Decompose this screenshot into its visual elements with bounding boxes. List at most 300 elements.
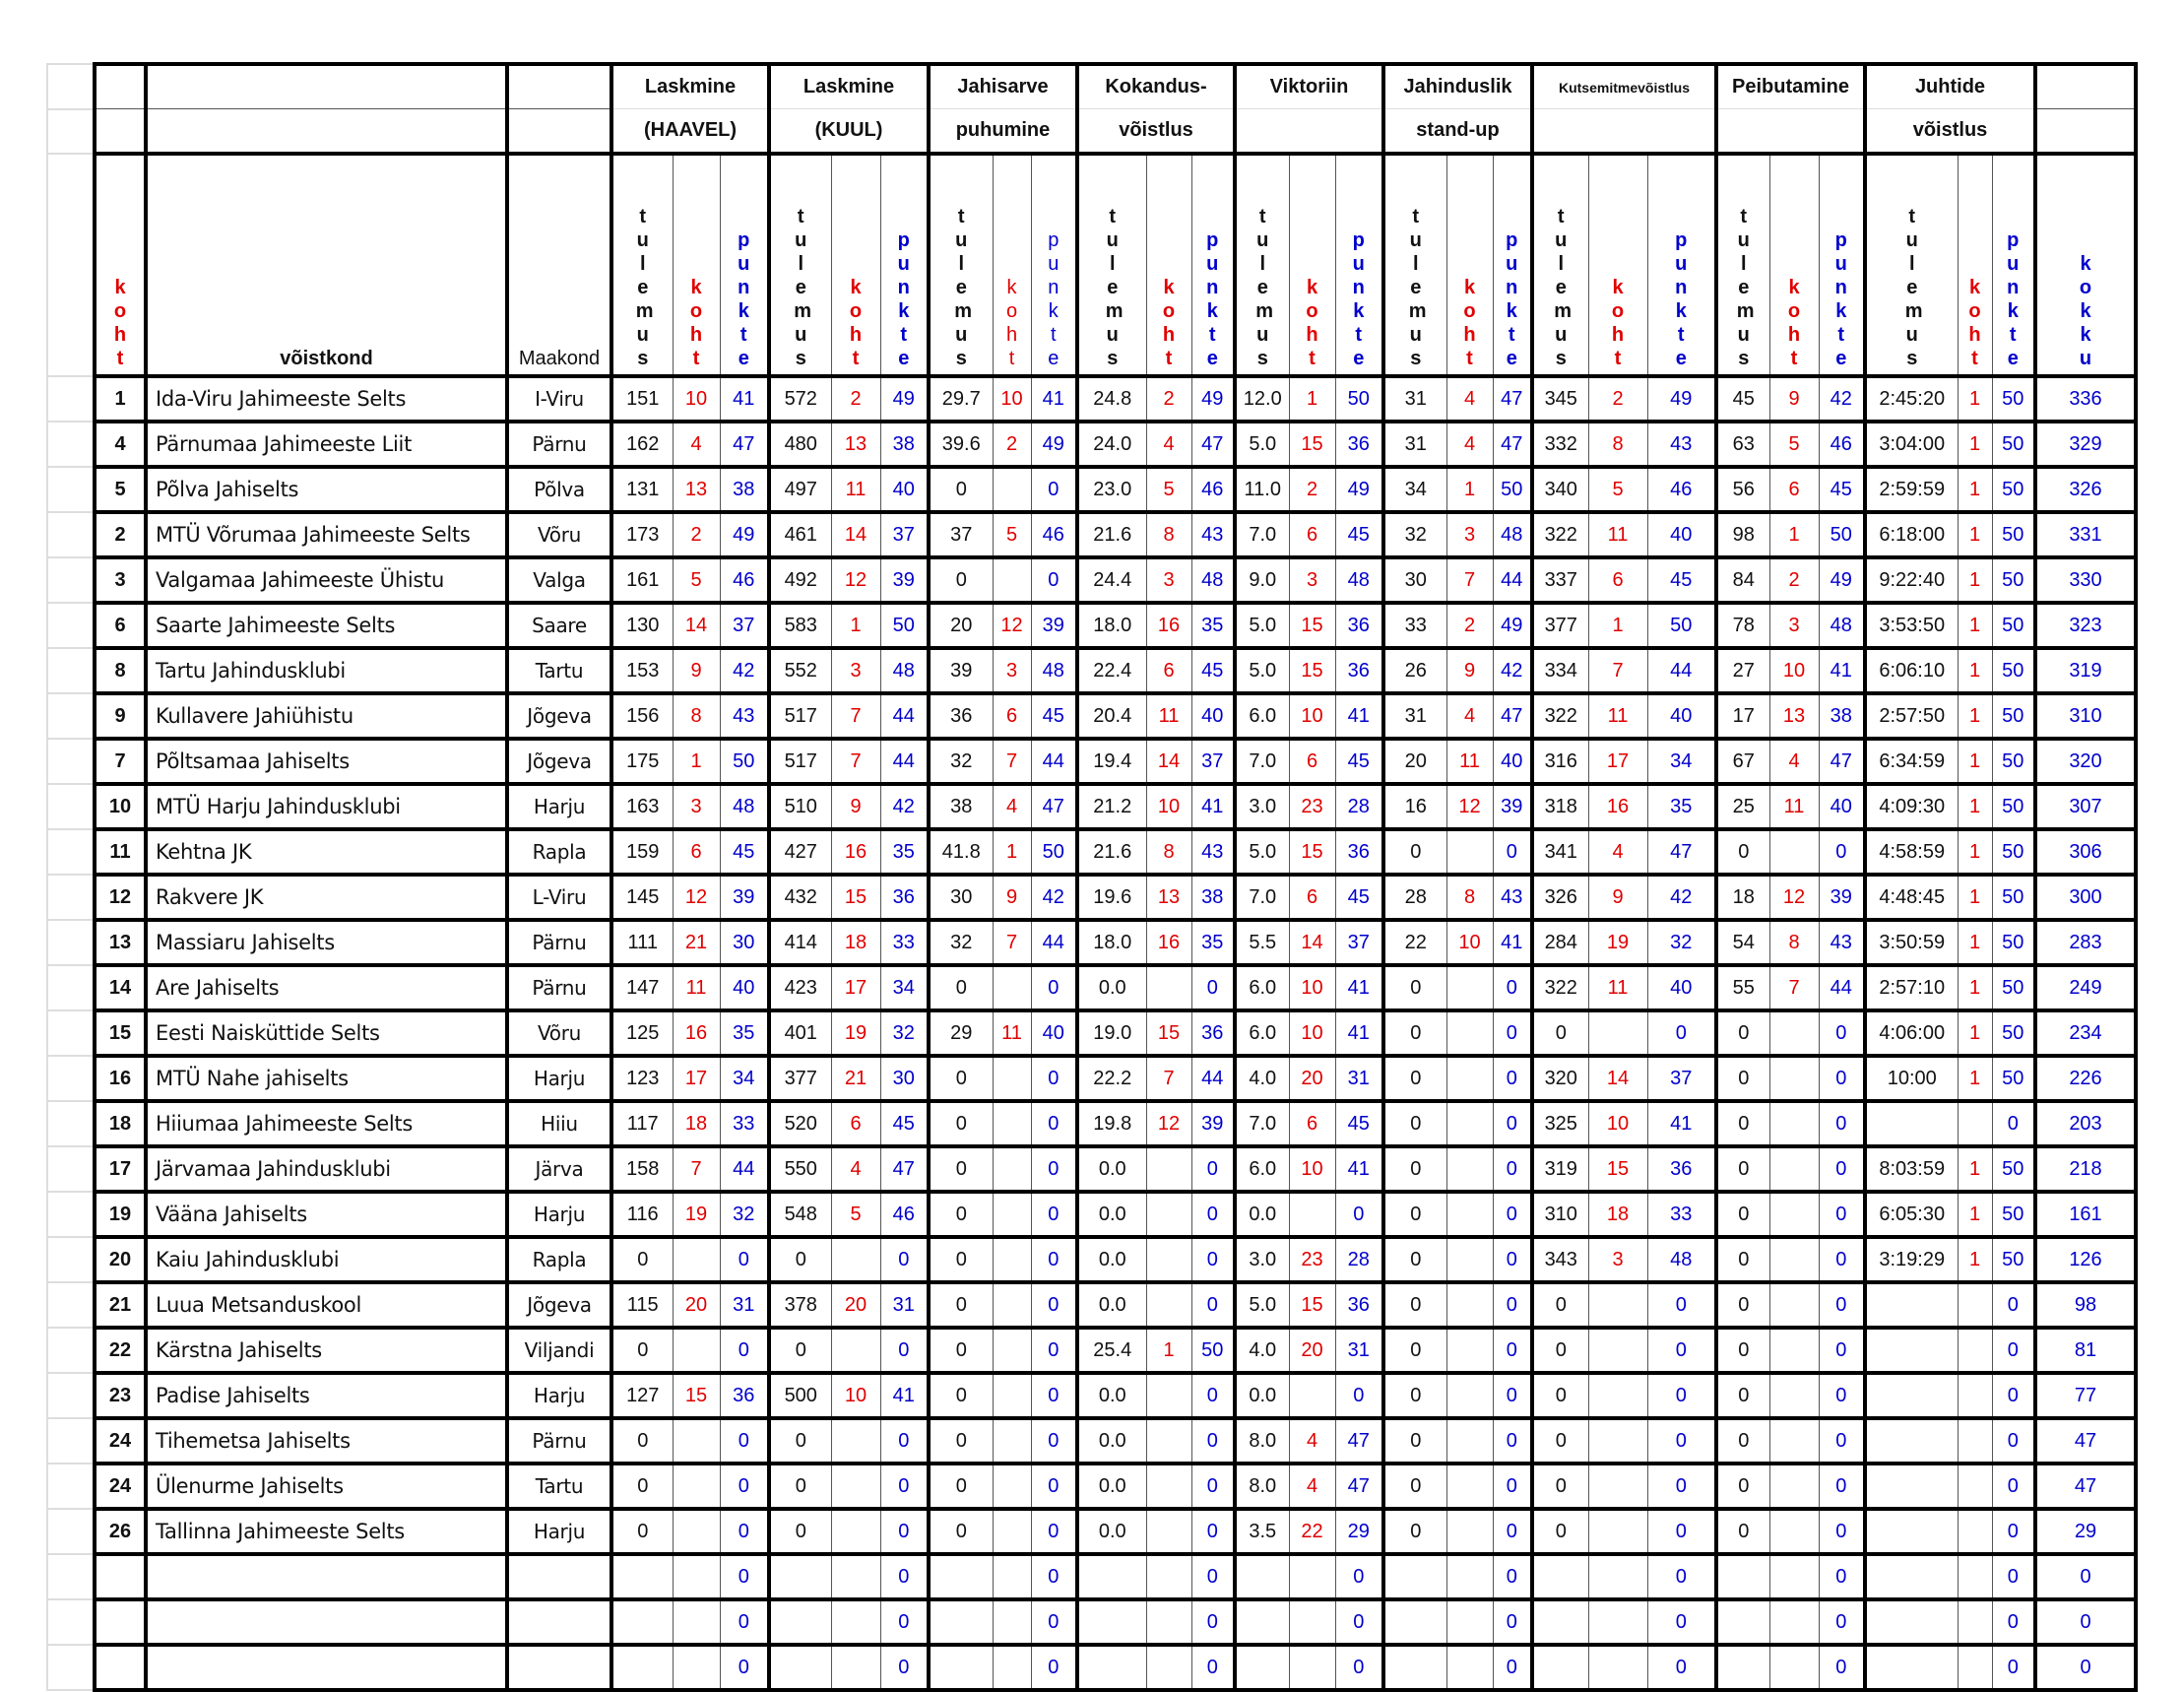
result-cell[interactable]: 29 [929, 1010, 993, 1056]
points-cell[interactable]: 0 [1992, 1373, 2035, 1418]
points-cell[interactable]: 0 [1031, 1373, 1077, 1418]
points-cell[interactable]: 0 [1493, 1599, 1532, 1645]
result-cell[interactable]: 2:57:10 [1865, 965, 1958, 1010]
result-cell[interactable]: 19.4 [1077, 739, 1146, 784]
result-cell[interactable]: 0 [1383, 1282, 1446, 1328]
total-points-cell[interactable]: 29 [2035, 1509, 2136, 1554]
points-cell[interactable]: 43 [1191, 829, 1235, 875]
place-cell[interactable] [95, 1599, 146, 1645]
event-place-cell[interactable] [1769, 1599, 1819, 1645]
points-cell[interactable]: 50 [1493, 467, 1532, 512]
points-cell[interactable]: 0 [1647, 1418, 1716, 1464]
result-cell[interactable] [1865, 1645, 1958, 1690]
points-cell[interactable]: 0 [1031, 467, 1077, 512]
points-cell[interactable]: 0 [1819, 1554, 1865, 1599]
result-cell[interactable]: 0 [929, 467, 993, 512]
points-cell[interactable]: 46 [1031, 512, 1077, 557]
points-cell[interactable]: 50 [1992, 920, 2035, 965]
points-cell[interactable]: 0 [1031, 1056, 1077, 1101]
event-place-cell[interactable]: 15 [1588, 1146, 1647, 1192]
place-cell[interactable]: 8 [95, 648, 146, 693]
team-name-cell[interactable]: Saarte Jahimeeste Selts [146, 603, 507, 648]
event-place-cell[interactable] [1289, 1645, 1335, 1690]
event-place-cell[interactable]: 13 [673, 467, 720, 512]
place-cell[interactable]: 9 [95, 693, 146, 739]
event-place-cell[interactable]: 12 [1769, 875, 1819, 920]
event-place-cell[interactable]: 1 [1958, 965, 1992, 1010]
points-cell[interactable]: 0 [1819, 1237, 1865, 1282]
county-cell[interactable]: Tartu [507, 648, 611, 693]
result-cell[interactable]: 340 [1532, 467, 1588, 512]
points-cell[interactable]: 50 [1992, 1056, 2035, 1101]
event-place-cell[interactable] [1146, 1464, 1191, 1509]
event-place-cell[interactable]: 1 [1289, 376, 1335, 422]
place-cell[interactable] [95, 1554, 146, 1599]
event-place-cell[interactable]: 23 [1289, 1237, 1335, 1282]
points-cell[interactable]: 48 [1191, 557, 1235, 603]
result-cell[interactable] [1865, 1509, 1958, 1554]
event-place-cell[interactable] [673, 1418, 720, 1464]
result-cell[interactable]: 0 [1383, 965, 1446, 1010]
points-cell[interactable]: 0 [1493, 1146, 1532, 1192]
event-place-cell[interactable]: 3 [673, 784, 720, 829]
points-cell[interactable]: 0 [720, 1509, 769, 1554]
points-cell[interactable]: 49 [1647, 376, 1716, 422]
result-cell[interactable]: 111 [611, 920, 673, 965]
place-cell[interactable]: 11 [95, 829, 146, 875]
points-cell[interactable]: 0 [1819, 1328, 1865, 1373]
points-cell[interactable]: 45 [1335, 512, 1383, 557]
result-cell[interactable]: 173 [611, 512, 673, 557]
result-cell[interactable] [1865, 1101, 1958, 1146]
result-cell[interactable]: 30 [929, 875, 993, 920]
points-cell[interactable]: 50 [1992, 557, 2035, 603]
result-cell[interactable]: 310 [1532, 1192, 1588, 1237]
points-cell[interactable]: 0 [1031, 1509, 1077, 1554]
event-place-cell[interactable] [1446, 1146, 1493, 1192]
result-cell[interactable]: 427 [769, 829, 831, 875]
event-place-cell[interactable] [831, 1554, 880, 1599]
result-cell[interactable]: 22.2 [1077, 1056, 1146, 1101]
event-place-cell[interactable]: 1 [1146, 1328, 1191, 1373]
result-cell[interactable]: 7.0 [1235, 875, 1289, 920]
event-place-cell[interactable]: 5 [673, 557, 720, 603]
points-cell[interactable]: 48 [880, 648, 929, 693]
points-cell[interactable]: 35 [880, 829, 929, 875]
total-points-cell[interactable]: 336 [2035, 376, 2136, 422]
event-place-cell[interactable]: 5 [1146, 467, 1191, 512]
event-place-cell[interactable]: 7 [831, 739, 880, 784]
result-cell[interactable] [611, 1645, 673, 1690]
result-cell[interactable]: 6:05:30 [1865, 1192, 1958, 1237]
points-cell[interactable]: 48 [1335, 557, 1383, 603]
points-cell[interactable]: 0 [1493, 1282, 1532, 1328]
event-place-cell[interactable]: 20 [673, 1282, 720, 1328]
event-place-cell[interactable]: 12 [1146, 1101, 1191, 1146]
event-place-cell[interactable]: 16 [673, 1010, 720, 1056]
result-cell[interactable]: 500 [769, 1373, 831, 1418]
event-place-cell[interactable] [1769, 1192, 1819, 1237]
place-cell[interactable]: 24 [95, 1418, 146, 1464]
points-cell[interactable]: 50 [1992, 1010, 2035, 1056]
result-cell[interactable]: 7.0 [1235, 1101, 1289, 1146]
event-place-cell[interactable]: 11 [1588, 512, 1647, 557]
result-cell[interactable]: 145 [611, 875, 673, 920]
result-cell[interactable]: 0.0 [1077, 1192, 1146, 1237]
place-cell[interactable]: 26 [95, 1509, 146, 1554]
result-cell[interactable]: 151 [611, 376, 673, 422]
result-cell[interactable]: 4:58:59 [1865, 829, 1958, 875]
result-cell[interactable]: 41.8 [929, 829, 993, 875]
event-place-cell[interactable]: 15 [1289, 648, 1335, 693]
event-place-cell[interactable]: 1 [1958, 875, 1992, 920]
points-cell[interactable]: 39 [720, 875, 769, 920]
result-cell[interactable]: 0 [611, 1418, 673, 1464]
result-cell[interactable]: 159 [611, 829, 673, 875]
result-cell[interactable]: 67 [1716, 739, 1769, 784]
county-cell[interactable]: Saare [507, 603, 611, 648]
result-cell[interactable]: 0.0 [1235, 1192, 1289, 1237]
event-place-cell[interactable]: 7 [673, 1146, 720, 1192]
result-cell[interactable]: 0 [611, 1509, 673, 1554]
team-name-cell[interactable]: Pärnumaa Jahimeeste Liit [146, 422, 507, 467]
county-cell[interactable]: Jõgeva [507, 1282, 611, 1328]
points-cell[interactable]: 0 [1819, 1146, 1865, 1192]
event-place-cell[interactable]: 12 [831, 557, 880, 603]
points-cell[interactable]: 46 [720, 557, 769, 603]
result-cell[interactable] [611, 1599, 673, 1645]
event-place-cell[interactable]: 10 [1769, 648, 1819, 693]
result-cell[interactable]: 116 [611, 1192, 673, 1237]
points-cell[interactable]: 48 [1493, 512, 1532, 557]
event-place-cell[interactable]: 8 [1146, 829, 1191, 875]
points-cell[interactable]: 0 [1335, 1192, 1383, 1237]
place-cell[interactable]: 3 [95, 557, 146, 603]
result-cell[interactable] [769, 1645, 831, 1690]
event-place-cell[interactable]: 19 [831, 1010, 880, 1056]
points-cell[interactable]: 41 [1335, 1146, 1383, 1192]
points-cell[interactable]: 0 [880, 1464, 929, 1509]
result-cell[interactable]: 322 [1532, 965, 1588, 1010]
points-cell[interactable]: 0 [1819, 1101, 1865, 1146]
event-place-cell[interactable]: 3 [1588, 1237, 1647, 1282]
result-cell[interactable]: 520 [769, 1101, 831, 1146]
result-cell[interactable]: 175 [611, 739, 673, 784]
event-place-cell[interactable] [831, 1464, 880, 1509]
event-place-cell[interactable] [1769, 1146, 1819, 1192]
result-cell[interactable]: 334 [1532, 648, 1588, 693]
points-cell[interactable]: 47 [1493, 693, 1532, 739]
event-place-cell[interactable] [1588, 1418, 1647, 1464]
result-cell[interactable]: 25 [1716, 784, 1769, 829]
points-cell[interactable]: 49 [1031, 422, 1077, 467]
result-cell[interactable]: 0 [1716, 829, 1769, 875]
event-place-cell[interactable] [1446, 1101, 1493, 1146]
event-place-cell[interactable]: 11 [1146, 693, 1191, 739]
result-cell[interactable]: 0 [929, 1146, 993, 1192]
result-cell[interactable]: 18.0 [1077, 603, 1146, 648]
event-place-cell[interactable] [1588, 1328, 1647, 1373]
result-cell[interactable]: 2:45:20 [1865, 376, 1958, 422]
event-place-cell[interactable] [1769, 1464, 1819, 1509]
event-place-cell[interactable] [1446, 1509, 1493, 1554]
event-place-cell[interactable] [831, 1328, 880, 1373]
points-cell[interactable]: 50 [1335, 376, 1383, 422]
result-cell[interactable]: 63 [1716, 422, 1769, 467]
event-place-cell[interactable] [1446, 1282, 1493, 1328]
points-cell[interactable]: 45 [1819, 467, 1865, 512]
event-place-cell[interactable]: 7 [1446, 557, 1493, 603]
result-cell[interactable] [1865, 1328, 1958, 1373]
place-cell[interactable]: 10 [95, 784, 146, 829]
event-place-cell[interactable]: 12 [673, 875, 720, 920]
result-cell[interactable]: 0.0 [1077, 1237, 1146, 1282]
points-cell[interactable]: 0 [1191, 1373, 1235, 1418]
result-cell[interactable]: 8.0 [1235, 1464, 1289, 1509]
result-cell[interactable]: 0 [929, 1282, 993, 1328]
result-cell[interactable]: 6.0 [1235, 1146, 1289, 1192]
total-points-cell[interactable]: 300 [2035, 875, 2136, 920]
event-place-cell[interactable] [1588, 1282, 1647, 1328]
result-cell[interactable]: 20 [1383, 739, 1446, 784]
result-cell[interactable]: 123 [611, 1056, 673, 1101]
points-cell[interactable]: 40 [1819, 784, 1865, 829]
event-place-cell[interactable] [993, 1056, 1031, 1101]
total-points-cell[interactable]: 320 [2035, 739, 2136, 784]
event-place-cell[interactable] [1588, 1645, 1647, 1690]
points-cell[interactable]: 0 [1335, 1373, 1383, 1418]
result-cell[interactable]: 497 [769, 467, 831, 512]
result-cell[interactable]: 377 [769, 1056, 831, 1101]
county-cell[interactable]: Pärnu [507, 422, 611, 467]
event-place-cell[interactable]: 4 [1289, 1464, 1335, 1509]
event-place-cell[interactable] [1446, 1056, 1493, 1101]
event-place-cell[interactable] [1446, 829, 1493, 875]
points-cell[interactable]: 40 [880, 467, 929, 512]
result-cell[interactable]: 2:59:59 [1865, 467, 1958, 512]
event-place-cell[interactable] [1769, 1509, 1819, 1554]
event-place-cell[interactable] [993, 1328, 1031, 1373]
points-cell[interactable]: 0 [1992, 1509, 2035, 1554]
result-cell[interactable]: 0.0 [1077, 1373, 1146, 1418]
event-place-cell[interactable] [1769, 1056, 1819, 1101]
event-place-cell[interactable] [993, 1599, 1031, 1645]
result-cell[interactable] [1383, 1599, 1446, 1645]
event-place-cell[interactable]: 1 [1588, 603, 1647, 648]
points-cell[interactable]: 39 [1819, 875, 1865, 920]
event-place-cell[interactable] [673, 1509, 720, 1554]
result-cell[interactable]: 127 [611, 1373, 673, 1418]
event-place-cell[interactable]: 23 [1289, 784, 1335, 829]
result-cell[interactable]: 163 [611, 784, 673, 829]
event-place-cell[interactable] [1146, 1373, 1191, 1418]
total-points-cell[interactable]: 306 [2035, 829, 2136, 875]
event-place-cell[interactable] [993, 1146, 1031, 1192]
place-cell[interactable]: 20 [95, 1237, 146, 1282]
points-cell[interactable]: 35 [1647, 784, 1716, 829]
event-place-cell[interactable]: 5 [1769, 422, 1819, 467]
team-name-cell[interactable]: Kehtna JK [146, 829, 507, 875]
event-place-cell[interactable]: 9 [673, 648, 720, 693]
total-points-cell[interactable]: 310 [2035, 693, 2136, 739]
points-cell[interactable]: 0 [1647, 1599, 1716, 1645]
points-cell[interactable]: 41 [1191, 784, 1235, 829]
event-place-cell[interactable]: 7 [1588, 648, 1647, 693]
result-cell[interactable] [1532, 1599, 1588, 1645]
event-place-cell[interactable] [1446, 1373, 1493, 1418]
points-cell[interactable]: 50 [1992, 512, 2035, 557]
points-cell[interactable]: 43 [1819, 920, 1865, 965]
total-points-cell[interactable]: 283 [2035, 920, 2136, 965]
event-place-cell[interactable] [1146, 1237, 1191, 1282]
event-place-cell[interactable]: 19 [1588, 920, 1647, 965]
points-cell[interactable]: 0 [1493, 1509, 1532, 1554]
team-name-cell[interactable] [146, 1599, 507, 1645]
result-cell[interactable]: 284 [1532, 920, 1588, 965]
result-cell[interactable]: 548 [769, 1192, 831, 1237]
event-place-cell[interactable]: 8 [1146, 512, 1191, 557]
points-cell[interactable]: 43 [720, 693, 769, 739]
result-cell[interactable]: 414 [769, 920, 831, 965]
points-cell[interactable]: 36 [720, 1373, 769, 1418]
points-cell[interactable]: 44 [880, 739, 929, 784]
result-cell[interactable]: 6.0 [1235, 965, 1289, 1010]
points-cell[interactable]: 36 [1647, 1146, 1716, 1192]
result-cell[interactable]: 0 [1716, 1282, 1769, 1328]
total-points-cell[interactable]: 319 [2035, 648, 2136, 693]
event-place-cell[interactable] [1958, 1282, 1992, 1328]
event-place-cell[interactable]: 10 [993, 376, 1031, 422]
points-cell[interactable]: 30 [880, 1056, 929, 1101]
county-cell[interactable] [507, 1554, 611, 1599]
event-place-cell[interactable] [1769, 1282, 1819, 1328]
event-place-cell[interactable] [1588, 1464, 1647, 1509]
result-cell[interactable]: 162 [611, 422, 673, 467]
result-cell[interactable]: 23.0 [1077, 467, 1146, 512]
points-cell[interactable]: 0 [1493, 1554, 1532, 1599]
points-cell[interactable]: 47 [1335, 1418, 1383, 1464]
event-place-cell[interactable] [1958, 1645, 1992, 1690]
result-cell[interactable]: 0 [1532, 1328, 1588, 1373]
points-cell[interactable]: 0 [1031, 1282, 1077, 1328]
event-place-cell[interactable]: 10 [1289, 693, 1335, 739]
result-cell[interactable]: 3:50:59 [1865, 920, 1958, 965]
points-cell[interactable]: 39 [1191, 1101, 1235, 1146]
total-points-cell[interactable]: 307 [2035, 784, 2136, 829]
total-points-cell[interactable]: 234 [2035, 1010, 2136, 1056]
result-cell[interactable]: 423 [769, 965, 831, 1010]
points-cell[interactable]: 37 [1647, 1056, 1716, 1101]
result-cell[interactable]: 0.0 [1077, 1146, 1146, 1192]
result-cell[interactable]: 326 [1532, 875, 1588, 920]
place-cell[interactable]: 12 [95, 875, 146, 920]
points-cell[interactable]: 43 [1191, 512, 1235, 557]
points-cell[interactable]: 31 [1335, 1328, 1383, 1373]
event-place-cell[interactable]: 6 [1289, 512, 1335, 557]
points-cell[interactable]: 0 [1992, 1282, 2035, 1328]
points-cell[interactable]: 0 [1335, 1554, 1383, 1599]
points-cell[interactable]: 44 [1819, 965, 1865, 1010]
total-points-cell[interactable]: 126 [2035, 1237, 2136, 1282]
place-cell[interactable]: 13 [95, 920, 146, 965]
county-cell[interactable]: Viljandi [507, 1328, 611, 1373]
points-cell[interactable]: 46 [1191, 467, 1235, 512]
result-cell[interactable]: 8.0 [1235, 1418, 1289, 1464]
event-place-cell[interactable]: 20 [1289, 1328, 1335, 1373]
result-cell[interactable]: 401 [769, 1010, 831, 1056]
result-cell[interactable]: 0 [1716, 1010, 1769, 1056]
event-place-cell[interactable]: 7 [1146, 1056, 1191, 1101]
points-cell[interactable]: 50 [1992, 648, 2035, 693]
points-cell[interactable]: 41 [1335, 1010, 1383, 1056]
points-cell[interactable]: 45 [1335, 739, 1383, 784]
result-cell[interactable] [929, 1554, 993, 1599]
points-cell[interactable]: 0 [1819, 1645, 1865, 1690]
event-place-cell[interactable]: 6 [1146, 648, 1191, 693]
points-cell[interactable]: 44 [1647, 648, 1716, 693]
place-cell[interactable]: 5 [95, 467, 146, 512]
result-cell[interactable]: 0 [929, 1237, 993, 1282]
result-cell[interactable] [1383, 1645, 1446, 1690]
result-cell[interactable]: 0 [1383, 1237, 1446, 1282]
result-cell[interactable]: 343 [1532, 1237, 1588, 1282]
points-cell[interactable]: 50 [1992, 739, 2035, 784]
event-place-cell[interactable]: 9 [831, 784, 880, 829]
event-place-cell[interactable]: 5 [1588, 467, 1647, 512]
event-place-cell[interactable]: 17 [831, 965, 880, 1010]
points-cell[interactable]: 0 [1191, 1554, 1235, 1599]
result-cell[interactable]: 0 [1383, 1192, 1446, 1237]
team-name-cell[interactable]: Põlva Jahiselts [146, 467, 507, 512]
result-cell[interactable]: 0 [929, 557, 993, 603]
points-cell[interactable]: 28 [1335, 1237, 1383, 1282]
result-cell[interactable]: 37 [929, 512, 993, 557]
points-cell[interactable]: 0 [720, 1599, 769, 1645]
points-cell[interactable]: 0 [1031, 1237, 1077, 1282]
result-cell[interactable]: 56 [1716, 467, 1769, 512]
result-cell[interactable]: 6:18:00 [1865, 512, 1958, 557]
points-cell[interactable]: 47 [1191, 422, 1235, 467]
result-cell[interactable]: 0.0 [1077, 1418, 1146, 1464]
result-cell[interactable]: 461 [769, 512, 831, 557]
result-cell[interactable]: 11.0 [1235, 467, 1289, 512]
event-place-cell[interactable]: 5 [993, 512, 1031, 557]
result-cell[interactable]: 54 [1716, 920, 1769, 965]
total-points-cell[interactable]: 329 [2035, 422, 2136, 467]
result-cell[interactable]: 31 [1383, 376, 1446, 422]
event-place-cell[interactable] [1588, 1554, 1647, 1599]
event-place-cell[interactable] [993, 1237, 1031, 1282]
result-cell[interactable]: 0 [1716, 1146, 1769, 1192]
event-place-cell[interactable]: 3 [1146, 557, 1191, 603]
result-cell[interactable]: 0 [1383, 1328, 1446, 1373]
result-cell[interactable]: 3.5 [1235, 1509, 1289, 1554]
event-place-cell[interactable]: 6 [1289, 875, 1335, 920]
event-place-cell[interactable] [1958, 1509, 1992, 1554]
points-cell[interactable]: 36 [1191, 1010, 1235, 1056]
result-cell[interactable]: 3.0 [1235, 1237, 1289, 1282]
event-place-cell[interactable]: 1 [1958, 1237, 1992, 1282]
points-cell[interactable]: 0 [720, 1418, 769, 1464]
event-place-cell[interactable] [993, 1192, 1031, 1237]
points-cell[interactable]: 36 [1335, 422, 1383, 467]
result-cell[interactable]: 5.0 [1235, 829, 1289, 875]
points-cell[interactable]: 0 [1819, 829, 1865, 875]
result-cell[interactable]: 5.0 [1235, 422, 1289, 467]
event-place-cell[interactable]: 1 [1958, 693, 1992, 739]
points-cell[interactable]: 41 [1647, 1101, 1716, 1146]
points-cell[interactable]: 0 [1493, 1418, 1532, 1464]
